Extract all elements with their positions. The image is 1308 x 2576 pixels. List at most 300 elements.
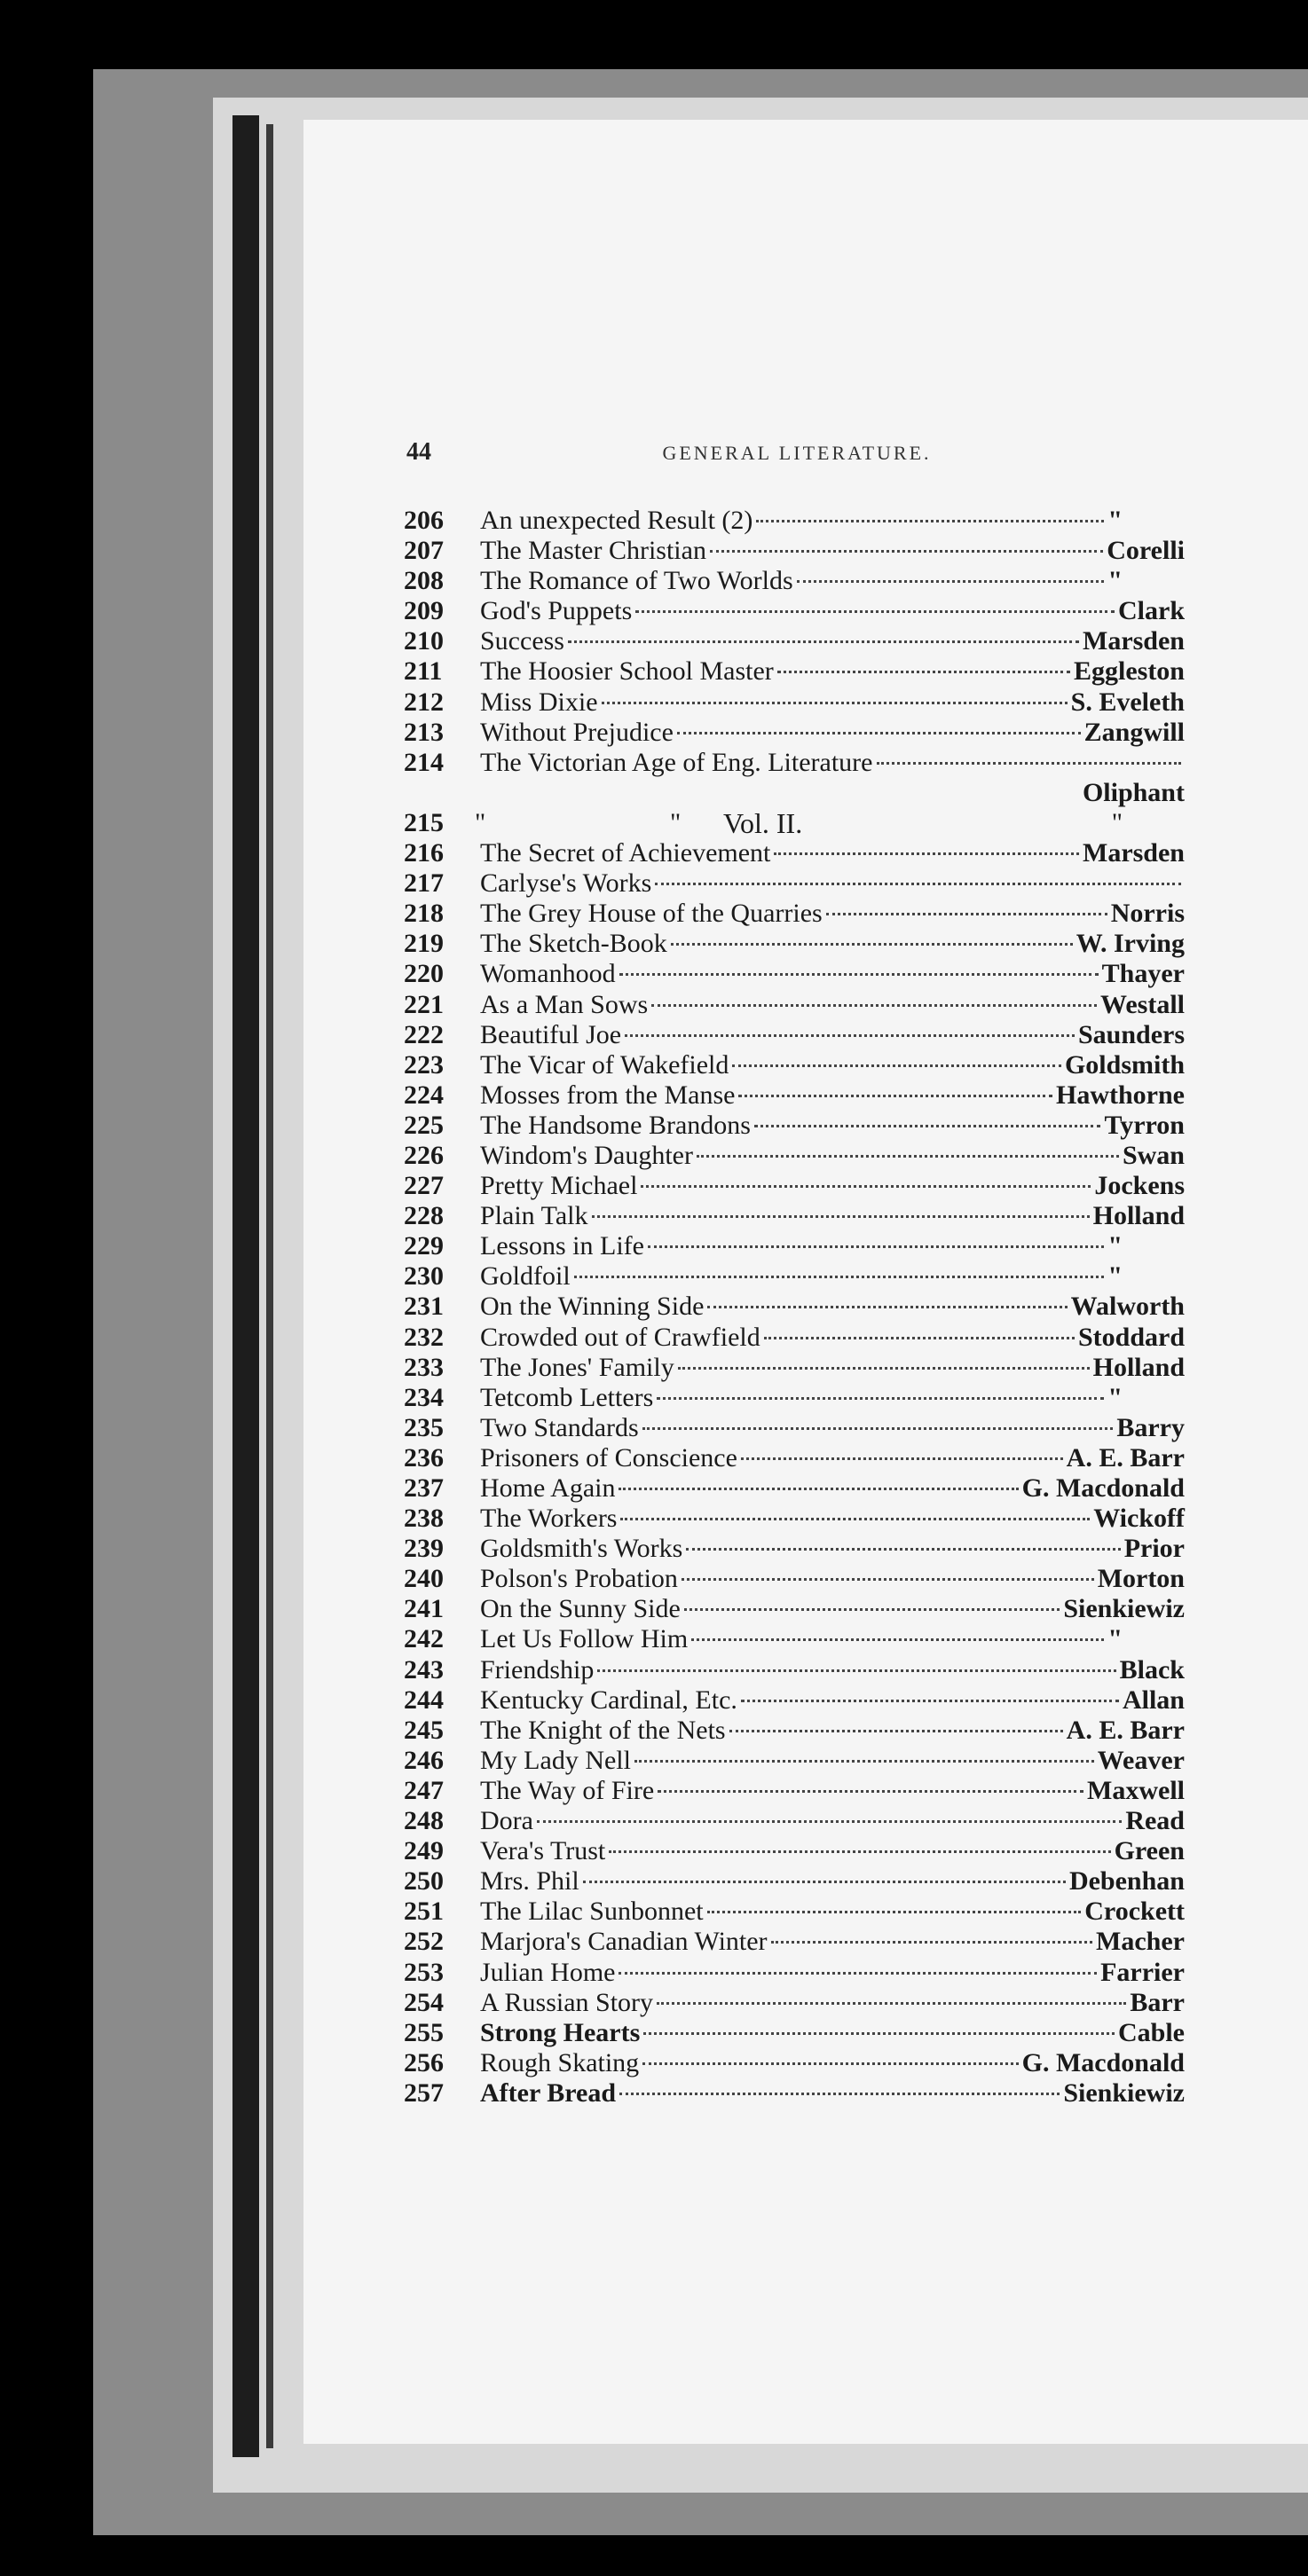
- entry-number: 211: [404, 656, 443, 687]
- entry-title: The Sketch-Book: [480, 929, 667, 959]
- entry-title: The Lilac Sunbonnet: [480, 1897, 704, 1927]
- dot-leader: [655, 883, 1181, 885]
- entry-line: [480, 1261, 1185, 1292]
- entry-author: Hawthorne: [1056, 1080, 1185, 1110]
- entry-title: Marjora's Canadian Winter: [480, 1927, 768, 1957]
- dot-leader: [741, 1700, 1119, 1702]
- entry-line: [480, 1111, 1185, 1141]
- entry-line: [480, 1171, 1185, 1201]
- entry-line: [480, 1413, 1185, 1443]
- entry-number: 244: [404, 1685, 444, 1715]
- dot-leader: [826, 913, 1107, 915]
- entry-line: [480, 990, 1185, 1020]
- catalog-entry: [404, 1716, 1185, 1746]
- dot-leader: [643, 2032, 1115, 2035]
- dot-leader: [602, 702, 1068, 704]
- entry-number: 209: [404, 596, 444, 626]
- dot-leader: [732, 1064, 1061, 1067]
- entry-number: 237: [404, 1473, 444, 1503]
- entry-line: [480, 929, 1185, 959]
- dot-leader: [682, 1578, 1094, 1581]
- entry-author: Marsden: [1083, 626, 1185, 656]
- dot-leader: [671, 943, 1073, 946]
- entry-line: [480, 1594, 1185, 1624]
- entry-title: Mosses from the Manse: [480, 1080, 736, 1110]
- entry-author: Thayer: [1101, 959, 1185, 989]
- catalog-entry: [404, 1564, 1185, 1594]
- entry-author: Farrier: [1100, 1957, 1185, 1987]
- volume-label: Vol. II.: [723, 806, 803, 839]
- entry-number: 246: [404, 1745, 444, 1775]
- dot-leader: [568, 640, 1079, 643]
- entry-line: [480, 1292, 1185, 1322]
- catalog-entry: [404, 2018, 1185, 2048]
- entry-line: [480, 1141, 1185, 1171]
- entry-author: Corelli: [1107, 536, 1185, 566]
- catalog-entry: [404, 778, 1185, 808]
- entry-number: 247: [404, 1775, 444, 1805]
- entry-title: The Jones' Family: [480, 1352, 674, 1382]
- entry-line: [480, 1050, 1185, 1080]
- entry-author: Holland: [1092, 1201, 1185, 1231]
- entry-title: Goldfoil: [480, 1261, 571, 1292]
- entry-line: [480, 1534, 1185, 1564]
- entry-title: After Bread: [480, 2077, 617, 2108]
- entry-number: 234: [404, 1382, 444, 1412]
- catalog-entry: [404, 990, 1185, 1020]
- entry-title: The Secret of Achievement: [480, 838, 771, 868]
- catalog-entry: [404, 1534, 1185, 1564]
- entry-number: 217: [404, 868, 444, 899]
- catalog-entry: [404, 838, 1185, 868]
- entry-author: Stoddard: [1077, 1322, 1185, 1352]
- catalog-entry: [404, 1776, 1185, 1806]
- catalog-entry: [404, 1866, 1185, 1897]
- dot-leader: [777, 671, 1070, 673]
- entry-line: [480, 1201, 1185, 1231]
- entry-line: [480, 2018, 1185, 2048]
- catalog-entry: [404, 536, 1185, 566]
- entry-line: [480, 1504, 1185, 1534]
- entry-line: [480, 1897, 1185, 1927]
- entry-line: [480, 1020, 1185, 1050]
- entry-title: Kentucky Cardinal, Etc.: [480, 1685, 737, 1715]
- spine-edge: [266, 124, 273, 2448]
- entry-title: Carlyse's Works: [480, 868, 652, 899]
- catalog-entry: [404, 1443, 1185, 1473]
- running-head: [406, 438, 1187, 474]
- entry-number: 227: [404, 1171, 444, 1201]
- dot-leader: [642, 1427, 1114, 1430]
- entry-title: On the Sunny Side: [480, 1594, 681, 1624]
- entry-author: G. Macdonald: [1021, 2047, 1185, 2077]
- entry-number: 242: [404, 1624, 444, 1654]
- catalog-entry: [404, 1927, 1185, 1957]
- entry-title: As a Man Sows: [480, 989, 649, 1019]
- catalog-entry: [404, 748, 1185, 778]
- entry-title: Julian Home: [480, 1957, 616, 1987]
- entry-title: Pretty Michael: [480, 1171, 638, 1201]
- entry-title: Without Prejudice: [480, 717, 674, 747]
- entry-line: [480, 868, 1185, 899]
- catalog-entry: [404, 1504, 1185, 1534]
- ditto-mark: ": [475, 807, 486, 837]
- entry-title: The Handsome Brandons: [480, 1110, 751, 1140]
- entry-author: Wickoff: [1093, 1504, 1185, 1534]
- entry-line: [480, 748, 1185, 778]
- entry-number: 213: [404, 717, 444, 747]
- dot-leader: [583, 1881, 1066, 1883]
- dot-leader: [651, 1004, 1097, 1007]
- entry-number: 218: [404, 899, 444, 929]
- entry-number: 228: [404, 1201, 444, 1231]
- entry-number: 256: [404, 2047, 444, 2077]
- entry-title: Mrs. Phil: [480, 1866, 579, 1897]
- entry-title: The Vicar of Wakefield: [480, 1049, 729, 1080]
- page-number: 44: [406, 438, 431, 466]
- entry-title: Success: [480, 626, 564, 656]
- entry-author: Eggleston: [1073, 656, 1185, 687]
- entry-author: Read: [1125, 1806, 1185, 1836]
- entry-title: The Workers: [480, 1504, 618, 1534]
- catalog-entry: [404, 626, 1185, 656]
- entry-title: Two Standards: [480, 1412, 639, 1442]
- entry-title: Beautiful Joe: [480, 1019, 622, 1049]
- entry-line: [480, 1746, 1185, 1776]
- entry-number: 251: [404, 1897, 444, 1927]
- dot-leader: [877, 762, 1182, 765]
- entry-title: Home Again: [480, 1473, 616, 1503]
- catalog-entry: [404, 1624, 1185, 1654]
- entry-number: 223: [404, 1049, 444, 1080]
- dot-leader: [707, 1911, 1082, 1913]
- entry-line: [480, 1806, 1185, 1836]
- entry-number: 206: [404, 506, 444, 535]
- entry-author: ": [1107, 1624, 1123, 1654]
- entry-author: Sienkiewiz: [1063, 2077, 1185, 2108]
- catalog-entry: [404, 1897, 1185, 1927]
- catalog-entry: [404, 1413, 1185, 1443]
- entry-author: A. E. Barr: [1066, 1442, 1185, 1473]
- entry-author: Allan: [1122, 1685, 1185, 1715]
- catalog-entry: [404, 1141, 1185, 1171]
- dot-leader: [537, 1820, 1122, 1823]
- dot-leader: [619, 2093, 1060, 2095]
- dot-leader: [648, 1245, 1104, 1248]
- catalog-entry: [404, 1988, 1185, 2018]
- entry-title: Dora: [480, 1806, 533, 1836]
- entry-author: Sienkiewiz: [1063, 1594, 1185, 1624]
- dot-leader: [738, 1095, 1052, 1097]
- entry-author: Goldsmith: [1064, 1049, 1185, 1080]
- entry-line: [480, 899, 1185, 929]
- ditto-mark: ": [670, 807, 682, 837]
- entry-title: Tetcomb Letters: [480, 1382, 654, 1412]
- dot-leader: [684, 1608, 1060, 1611]
- catalog-entry: [404, 718, 1185, 748]
- entry-author: Black: [1119, 1654, 1185, 1685]
- entry-line: [480, 656, 1185, 687]
- dot-leader: [597, 1669, 1115, 1672]
- entry-line: [480, 596, 1185, 626]
- entry-author: Oliphant: [1082, 777, 1185, 807]
- entry-number: 233: [404, 1352, 444, 1382]
- dot-leader: [620, 1518, 1090, 1520]
- entry-title: Miss Dixie: [480, 687, 598, 717]
- entry-number: 254: [404, 1987, 444, 2017]
- catalog-entry: [404, 1171, 1185, 1201]
- entry-author: G. Macdonald: [1021, 1473, 1185, 1503]
- dot-leader: [678, 1367, 1090, 1370]
- catalog-entry: [404, 2048, 1185, 2078]
- catalog-entry: [404, 959, 1185, 989]
- entry-line: [480, 1836, 1185, 1866]
- entry-line: [480, 1776, 1185, 1806]
- entry-line: [480, 626, 1185, 656]
- entry-author: Prior: [1123, 1534, 1185, 1564]
- entry-author: Crockett: [1084, 1897, 1185, 1927]
- dot-leader: [741, 1457, 1063, 1460]
- dot-leader: [619, 1972, 1097, 1975]
- entry-number: 238: [404, 1504, 444, 1534]
- entry-number: 210: [404, 626, 444, 656]
- entry-title: The Romance of Two Worlds: [480, 566, 793, 596]
- entry-title: Vera's Trust: [480, 1836, 606, 1866]
- dot-leader: [609, 1850, 1110, 1853]
- entry-number: 240: [404, 1564, 444, 1594]
- entry-author: ": [1107, 1231, 1123, 1261]
- catalog-entry: [404, 929, 1185, 959]
- dot-leader: [710, 550, 1103, 553]
- dot-leader: [625, 1034, 1075, 1037]
- entry-number: 252: [404, 1927, 444, 1957]
- dot-leader: [797, 580, 1105, 583]
- dot-leader: [697, 1155, 1119, 1158]
- catalog-entry: [404, 1050, 1185, 1080]
- entry-line: [480, 1927, 1185, 1957]
- dot-leader: [658, 1790, 1083, 1793]
- catalog-entry: [404, 1353, 1185, 1383]
- entry-title: Strong Hearts: [480, 2017, 641, 2047]
- entry-line: [480, 1958, 1185, 1988]
- entry-number: 226: [404, 1140, 444, 1170]
- entry-number: 208: [404, 566, 444, 596]
- catalog-entry: [404, 808, 1185, 838]
- entry-line: [480, 1988, 1185, 2018]
- entry-author: Weaver: [1097, 1745, 1185, 1775]
- catalog-entry: [404, 868, 1185, 899]
- entry-number: 241: [404, 1594, 444, 1624]
- entry-number: 215: [404, 807, 444, 837]
- entry-line: [480, 959, 1185, 989]
- entry-line: [480, 1473, 1185, 1504]
- dot-leader: [707, 1306, 1067, 1308]
- book-spine: [232, 115, 259, 2457]
- catalog-entry: [404, 899, 1185, 929]
- entry-line: [480, 566, 1185, 596]
- dot-leader: [756, 520, 1104, 522]
- entry-number: 221: [404, 989, 444, 1019]
- entry-title: The Way of Fire: [480, 1775, 655, 1805]
- catalog-entry: [404, 506, 1185, 536]
- entry-line: [480, 687, 1185, 718]
- entry-title: The Victorian Age of Eng. Literature: [480, 747, 873, 777]
- entry-author: Debenhan: [1068, 1866, 1185, 1897]
- entry-line: [480, 1383, 1185, 1413]
- dot-leader: [641, 1185, 1091, 1188]
- catalog-entry: [404, 687, 1185, 718]
- entry-number: 207: [404, 536, 444, 566]
- entry-number: 250: [404, 1866, 444, 1897]
- entry-line: [480, 1685, 1185, 1716]
- entry-number: 225: [404, 1110, 444, 1140]
- entry-number: 230: [404, 1261, 444, 1292]
- entry-title: God's Puppets: [480, 596, 633, 626]
- entry-number: 255: [404, 2017, 444, 2047]
- entry-author: Swan: [1122, 1140, 1185, 1170]
- entry-line: [480, 1353, 1185, 1383]
- entry-number: 222: [404, 1019, 444, 1049]
- entry-line: [480, 1624, 1185, 1654]
- entry-number: 212: [404, 687, 444, 717]
- entry-title: Friendship: [480, 1654, 595, 1685]
- dot-leader: [686, 1548, 1120, 1551]
- entry-author: W. Irving: [1076, 929, 1185, 959]
- entry-line: [480, 838, 1185, 868]
- entry-title: Lessons in Life: [480, 1231, 644, 1261]
- entry-author: Macher: [1096, 1927, 1185, 1957]
- catalog-entry: [404, 1958, 1185, 1988]
- entry-title: Plain Talk: [480, 1201, 588, 1231]
- entry-line: [480, 2048, 1185, 2078]
- catalog-entry: [404, 1292, 1185, 1322]
- dot-leader: [642, 2062, 1018, 2065]
- entry-number: 220: [404, 959, 444, 989]
- entry-author: Norris: [1110, 899, 1185, 929]
- entry-number: 235: [404, 1412, 444, 1442]
- catalog-entry: [404, 2078, 1185, 2109]
- entry-line: [480, 1716, 1185, 1746]
- entry-number: 224: [404, 1080, 444, 1110]
- entry-number: 216: [404, 838, 444, 868]
- catalog-entry: [404, 1836, 1185, 1866]
- entry-title: Rough Skating: [480, 2047, 640, 2077]
- entry-author: Maxwell: [1087, 1775, 1185, 1805]
- entry-title: Goldsmith's Works: [480, 1534, 683, 1564]
- catalog-entry: [404, 1594, 1185, 1624]
- entry-author: Cable: [1118, 2017, 1185, 2047]
- catalog-entry: [404, 1323, 1185, 1353]
- dot-leader: [764, 1337, 1075, 1339]
- catalog-entry: [404, 1655, 1185, 1685]
- catalog-entry: [404, 1806, 1185, 1836]
- dot-leader: [677, 732, 1081, 734]
- catalog-entry: [404, 1111, 1185, 1141]
- entry-number: 232: [404, 1322, 444, 1352]
- catalog-entry: [404, 1080, 1185, 1111]
- catalog-entry: [404, 1261, 1185, 1292]
- catalog-entry: [404, 596, 1185, 626]
- catalog-list: [404, 506, 1185, 2109]
- entry-author: ": [1107, 566, 1123, 596]
- entry-title: Crowded out of Crawfield: [480, 1322, 760, 1352]
- dot-leader: [574, 1276, 1105, 1278]
- entry-author: Holland: [1092, 1352, 1185, 1382]
- entry-author: ": [1107, 506, 1123, 535]
- dot-leader: [754, 1125, 1101, 1127]
- entry-author: Jockens: [1094, 1171, 1185, 1201]
- entry-author: Barr: [1130, 1987, 1185, 2017]
- entry-number: 245: [404, 1715, 444, 1745]
- catalog-entry: [404, 1473, 1185, 1504]
- entry-title: Polson's Probation: [480, 1564, 678, 1594]
- entry-author: Walworth: [1070, 1292, 1185, 1322]
- entry-line: [480, 1080, 1185, 1111]
- entry-title: An unexpected Result (2): [480, 506, 753, 535]
- entry-number: 257: [404, 2077, 444, 2108]
- entry-title: The Master Christian: [480, 536, 706, 566]
- entry-number: 239: [404, 1534, 444, 1564]
- dot-leader: [691, 1638, 1104, 1641]
- dot-leader: [635, 610, 1115, 613]
- catalog-entry: [404, 656, 1185, 687]
- entry-number: 214: [404, 747, 444, 777]
- entry-author: S. Eveleth: [1070, 687, 1185, 717]
- entry-title: The Knight of the Nets: [480, 1715, 726, 1745]
- dot-leader: [634, 1760, 1094, 1763]
- entry-line: [480, 718, 1185, 748]
- entry-author: ": [1107, 1261, 1123, 1292]
- entry-number: 249: [404, 1836, 444, 1866]
- entry-title: On the Winning Side: [480, 1292, 705, 1322]
- entry-number: 231: [404, 1292, 444, 1322]
- dot-leader: [619, 973, 1099, 976]
- catalog-entry: [404, 566, 1185, 596]
- entry-line: [480, 1443, 1185, 1473]
- entry-number: 236: [404, 1442, 444, 1473]
- entry-number: 253: [404, 1957, 444, 1987]
- entry-author: Westall: [1100, 989, 1185, 1019]
- entry-title: Prisoners of Conscience: [480, 1442, 737, 1473]
- dot-leader: [774, 852, 1079, 855]
- entry-title: The Hoosier School Master: [480, 656, 774, 687]
- entry-author: Marsden: [1083, 838, 1185, 868]
- entry-author: ": [1107, 1382, 1123, 1412]
- catalog-entry: [404, 1383, 1185, 1413]
- entry-author: Morton: [1097, 1564, 1185, 1594]
- catalog-entry: [404, 1231, 1185, 1261]
- entry-author: Saunders: [1077, 1019, 1185, 1049]
- ditto-mark: ": [1111, 807, 1123, 837]
- entry-author: Green: [1114, 1836, 1185, 1866]
- entry-line: [480, 536, 1185, 566]
- entry-title: The Grey House of the Quarries: [480, 899, 823, 929]
- dot-leader: [657, 2002, 1126, 2005]
- entry-line: [480, 1231, 1185, 1261]
- entry-line: [480, 1655, 1185, 1685]
- entry-number: 229: [404, 1231, 444, 1261]
- dot-leader: [657, 1397, 1104, 1400]
- entry-number: 219: [404, 929, 444, 959]
- entry-line: [480, 1323, 1185, 1353]
- entry-line: [480, 2078, 1185, 2109]
- catalog-entry: [404, 1746, 1185, 1776]
- entry-line: [480, 1866, 1185, 1897]
- dot-leader: [771, 1941, 1093, 1944]
- dot-leader: [729, 1730, 1063, 1732]
- entry-title: Windom's Daughter: [480, 1140, 693, 1170]
- entry-title: Let Us Follow Him: [480, 1624, 689, 1654]
